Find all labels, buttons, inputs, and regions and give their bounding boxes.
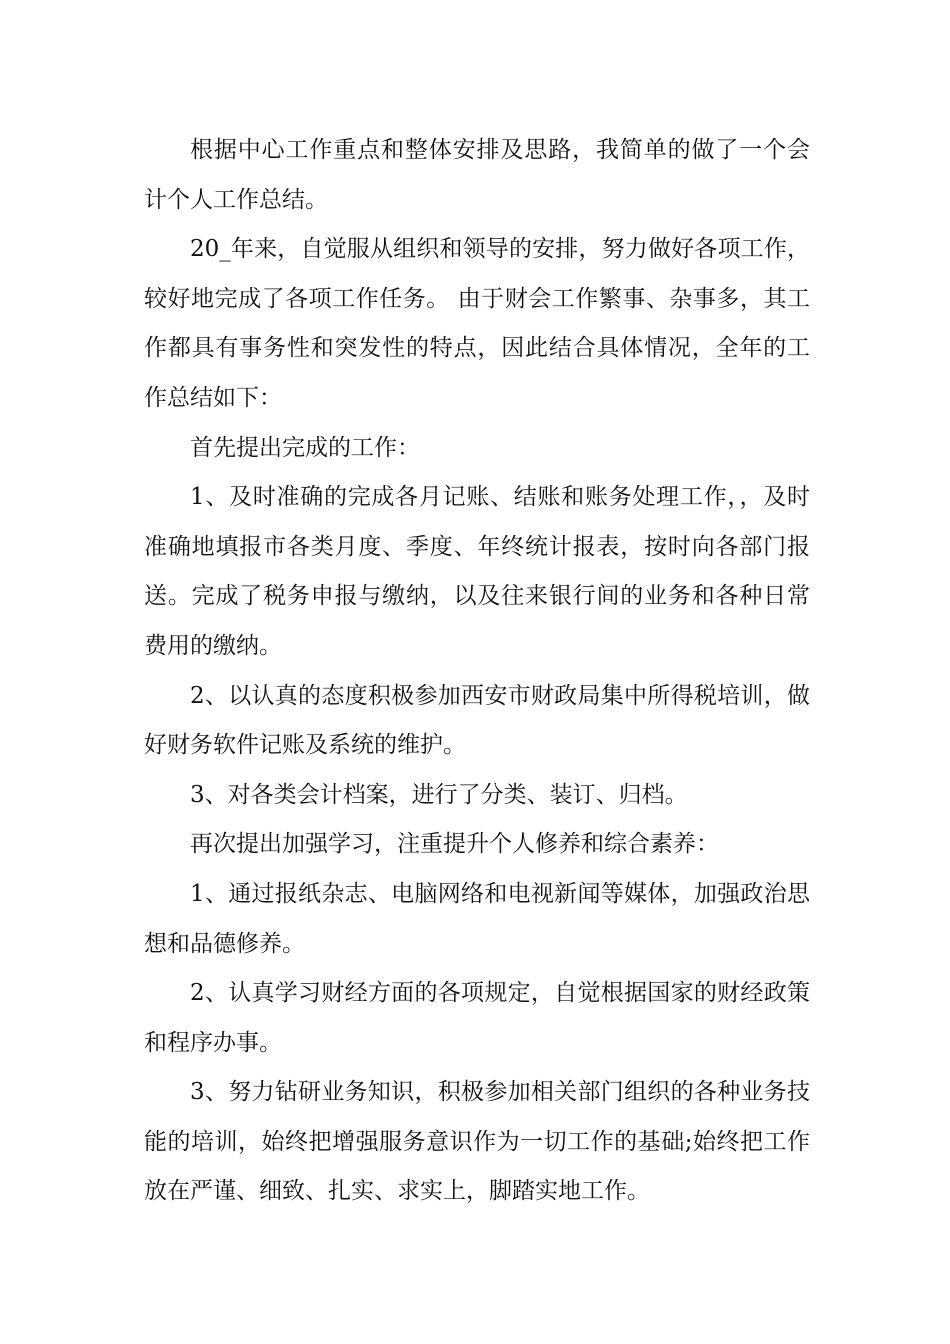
paragraph-overview: 20_年来，自觉服从组织和领导的安排，努力做好各项工作，较好地完成了各项工作任务。 由于财会工作繁事、杂事多，其工作都具有事务性和突发性的特点，因此结合具体情况，全年的工作总结如下：: [144, 236, 810, 411]
paragraph-study-item-2: 2、认真学习财经方面的各项规定，自觉根据国家的财经政策和程序办事。: [144, 980, 810, 1056]
paragraph-section-study: 再次提出加强学习，注重提升个人修养和综合素养：: [190, 831, 719, 858]
paragraph-study-item-3: 3、努力钻研业务知识，积极参加相关部门组织的各种业务技能的培训，始终把增强服务意识作为一切工作的基础;始终把工作放在严谨、细致、扎实、求实上，脚踏实地工作。: [144, 1079, 810, 1205]
paragraph-completed-item-1: 1、及时准确的完成各月记账、结账和账务处理工作，，及时准确地填报市各类月度、季度、年终统计报表，按时向各部门报送。完成了税务申报与缴纳，以及往来银行间的业务和各种日常费用的缴纳。: [144, 484, 810, 659]
paragraph-completed-item-3: 3、对各类会计档案，进行了分类、装订、归档。: [190, 781, 688, 808]
document-body: [144, 126, 810, 1217]
paragraph-completed-item-2: 2、以认真的态度积极参加西安市财政局集中所得税培训，做好财务软件记账及系统的维护。: [144, 682, 810, 759]
paragraph-intro: 根据中心工作重点和整体安排及思路，我简单的做了一个会计个人工作总结。: [144, 137, 810, 213]
paragraph-study-item-1: 1、通过报纸杂志、电脑网络和电视新闻等媒体，加强政治思想和品德修养。: [144, 880, 810, 957]
paragraph-section-completed-work: 首先提出完成的工作：: [190, 434, 420, 461]
